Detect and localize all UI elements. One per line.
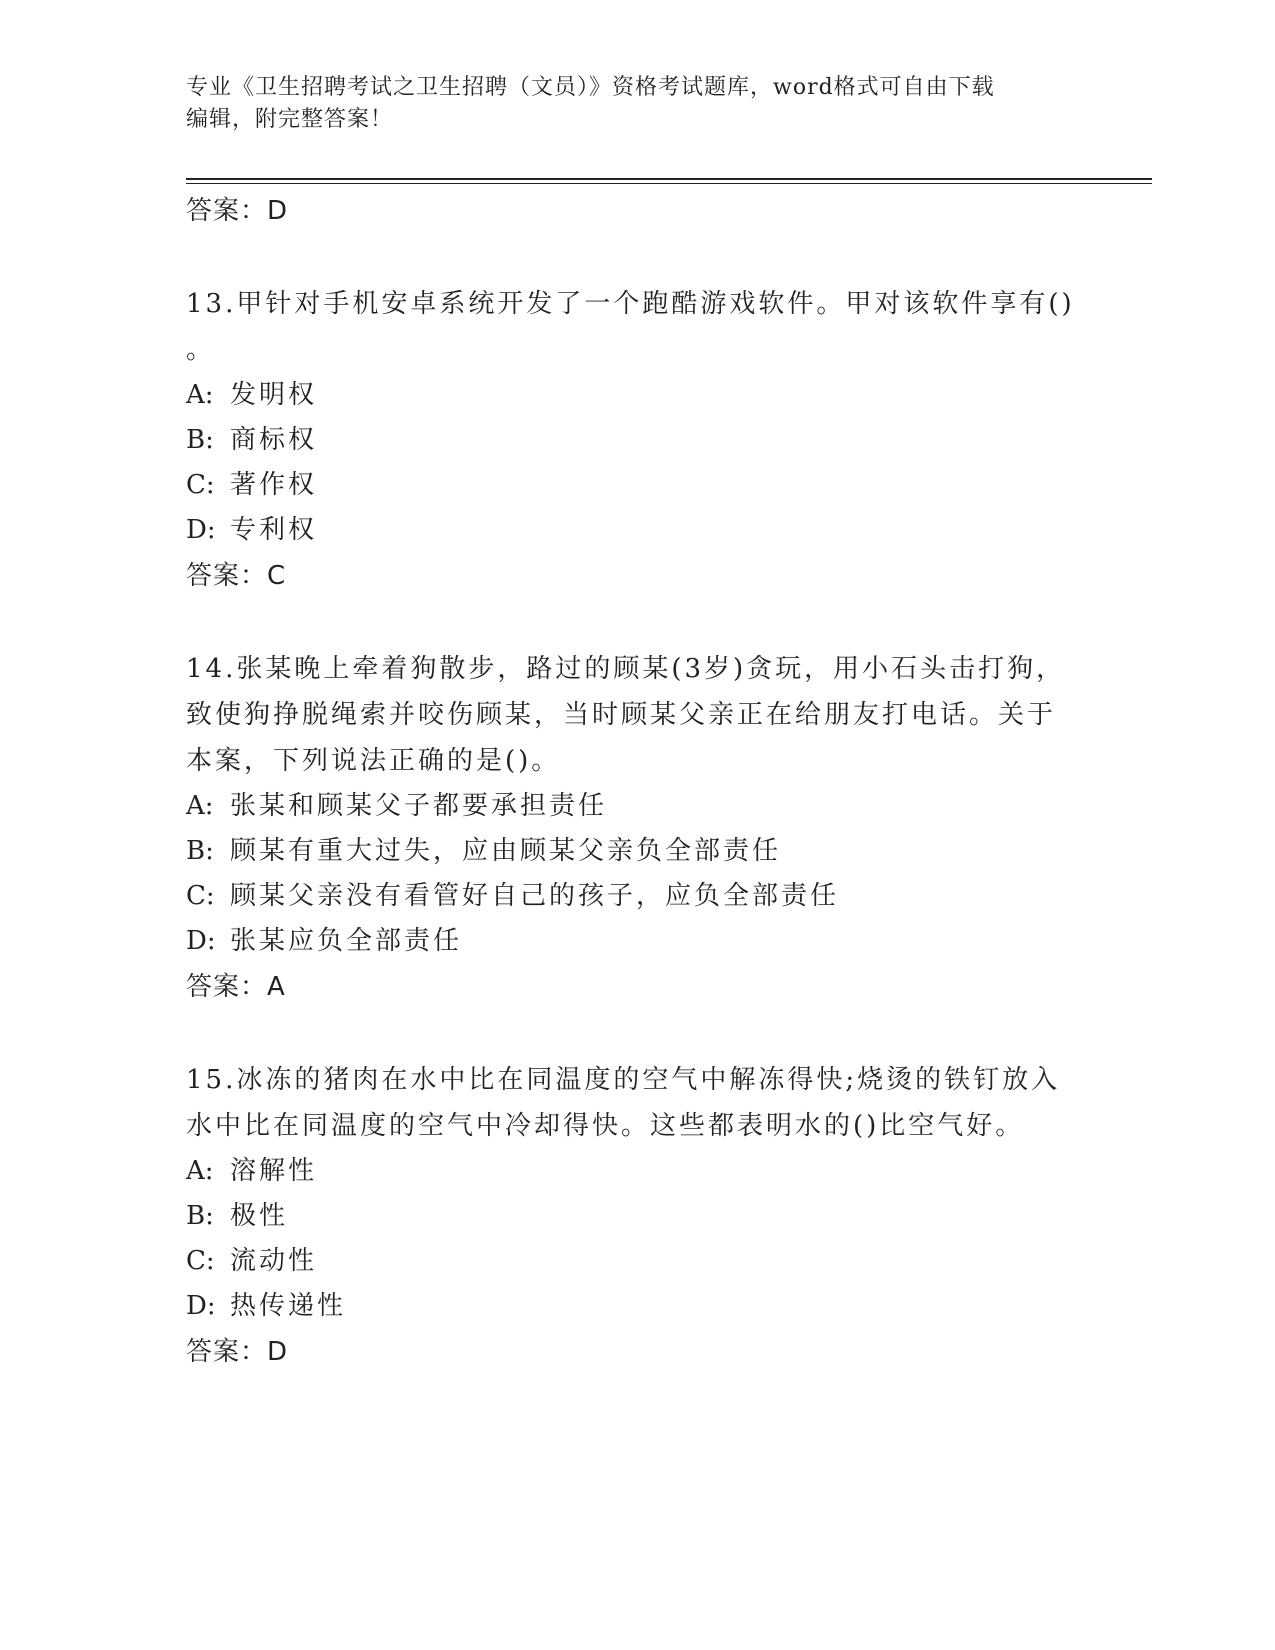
option-text: 极性 xyxy=(230,1201,289,1231)
option-d xyxy=(186,508,1086,553)
option-a xyxy=(186,784,1086,829)
answer-line: 答案：A xyxy=(186,972,286,1002)
option-a xyxy=(186,373,1086,418)
option-text: 顾某父亲没有看管好自己的孩子，应负全部责任 xyxy=(230,881,840,911)
option-key: D: xyxy=(186,1291,216,1321)
question-13 xyxy=(186,281,1086,599)
option-text: 商标权 xyxy=(230,425,318,455)
option-key: A: xyxy=(186,1156,214,1186)
header-line-1: 专业《卫生招聘考试之卫生招聘（文员）》资格考试题库，word格式可自由下载 xyxy=(186,75,995,100)
answer-line: 答案：C xyxy=(186,561,287,591)
option-b xyxy=(186,1194,1086,1239)
option-text: 张某和顾某父子都要承担责任 xyxy=(230,791,608,821)
question-list xyxy=(186,188,1086,1375)
option-text: 流动性 xyxy=(230,1246,318,1276)
option-text: 发明权 xyxy=(230,380,318,410)
option-key: C: xyxy=(186,881,215,911)
option-text: 专利权 xyxy=(230,515,318,545)
option-key: C: xyxy=(186,1246,215,1276)
option-b xyxy=(186,829,1086,874)
question-14 xyxy=(186,646,1086,1010)
header-divider xyxy=(186,178,1152,180)
option-b xyxy=(186,418,1086,463)
option-d xyxy=(186,919,1086,964)
option-text: 张某应负全部责任 xyxy=(230,926,463,956)
option-key: C: xyxy=(186,470,215,500)
question-stem-line: 致使狗挣脱绳索并咬伤顾某，当时顾某父亲正在给朋友打电话。关于 xyxy=(186,700,1057,730)
header-divider-thin xyxy=(186,183,1152,184)
option-c xyxy=(186,1239,1086,1284)
option-a xyxy=(186,1149,1086,1194)
option-key: D: xyxy=(186,515,216,545)
option-key: B: xyxy=(186,836,214,866)
option-text: 顾某有重大过失，应由顾某父亲负全部责任 xyxy=(230,836,782,866)
option-key: D: xyxy=(186,926,216,956)
option-d xyxy=(186,1284,1086,1329)
question-stem-line: 13.甲针对手机安卓系统开发了一个跑酷游戏软件。甲对该软件享有() xyxy=(186,289,1075,319)
option-text: 溶解性 xyxy=(230,1156,318,1186)
question-stem-line: 本案，下列说法正确的是()。 xyxy=(186,746,561,776)
option-text: 热传递性 xyxy=(230,1291,347,1321)
option-c xyxy=(186,874,1086,919)
question-stem-line: 。 xyxy=(186,335,216,365)
option-key: B: xyxy=(186,1201,214,1231)
question-stem-line: 15.冰冻的猪肉在水中比在同温度的空气中解冻得快;烧烫的铁钉放入 xyxy=(186,1065,1061,1095)
option-c xyxy=(186,463,1086,508)
question-15 xyxy=(186,1057,1086,1375)
option-key: A: xyxy=(186,791,214,821)
document-header xyxy=(186,72,1066,136)
header-line-2: 编辑，附完整答案！ xyxy=(186,107,394,132)
answer-line: 答案：D xyxy=(186,1337,289,1367)
question-stem-line: 水中比在同温度的空气中冷却得快。这些都表明水的()比空气好。 xyxy=(186,1111,1025,1141)
option-key: B: xyxy=(186,425,214,455)
question-stem-line: 14.张某晚上牵着狗散步，路过的顾某(3岁)贪玩，用小石头击打狗， xyxy=(186,654,1066,684)
previous-answer: 答案：D xyxy=(186,196,289,226)
option-key: A: xyxy=(186,380,214,410)
option-text: 著作权 xyxy=(230,470,318,500)
